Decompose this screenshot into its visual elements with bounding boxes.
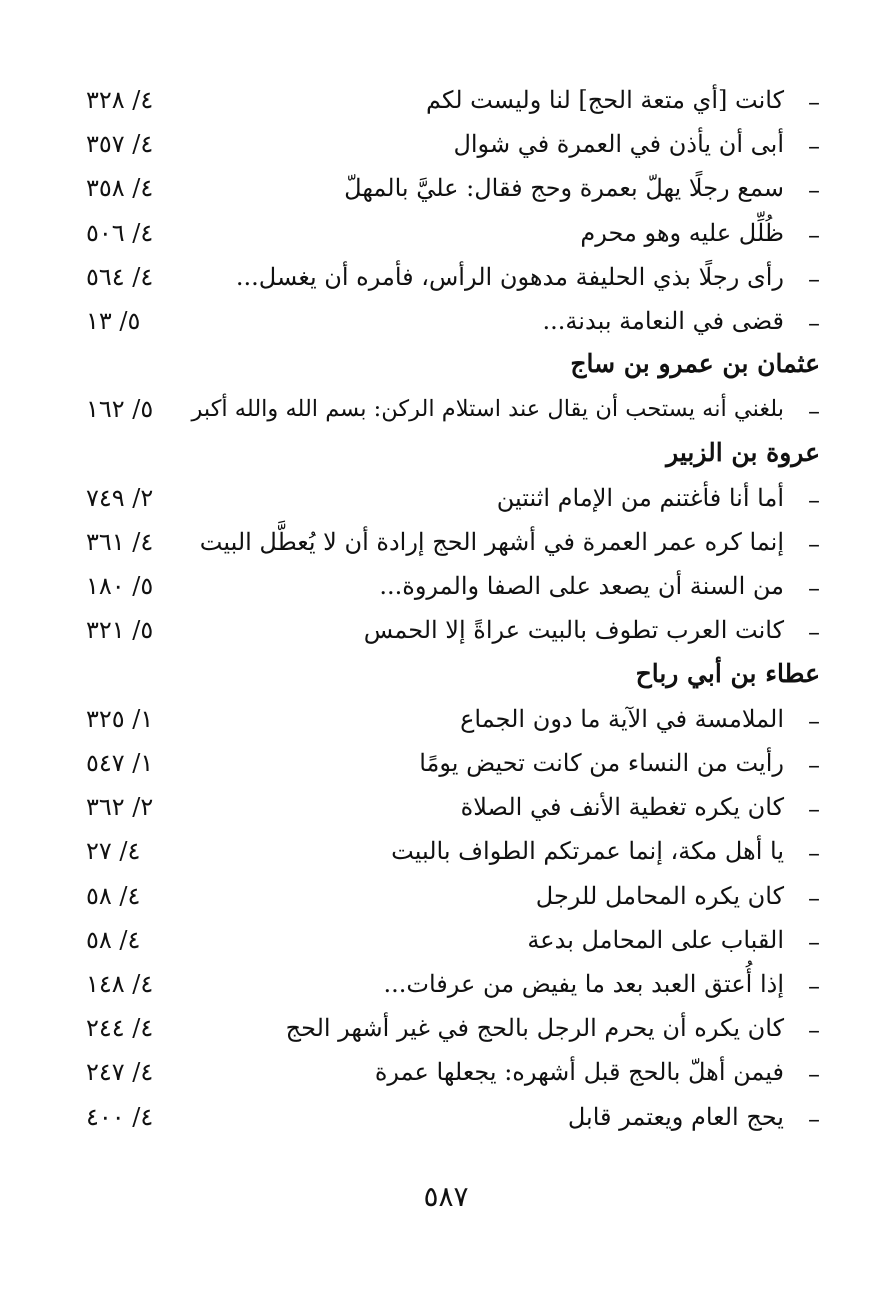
entry-text: فيمن أهلّ بالحج قبل أشهره: يجعلها عمرة <box>374 1058 784 1087</box>
entry-dash: – <box>808 1060 820 1089</box>
entry-reference: ٤/ ٤٠٠ <box>86 1102 154 1131</box>
entry-dash: – <box>808 927 820 956</box>
entry-reference: ١/ ٥٤٧ <box>86 749 154 777</box>
entry-reference: ٥/ ٣٢١ <box>86 616 154 645</box>
entry-text: سمع رجلًا يهلّ بعمرة وحج فقال: عليَّ بالمهلّ <box>344 174 784 203</box>
entry-dash: – <box>808 309 820 337</box>
index-entry <box>60 522 820 566</box>
entry-reference: ٤/ ٥٨ <box>86 925 141 954</box>
index-entry <box>60 920 820 964</box>
entry-reference: ٤/ ١٤٨ <box>86 970 154 998</box>
index-entry <box>60 964 820 1008</box>
index-entry <box>60 787 820 831</box>
index-entry <box>60 1097 820 1141</box>
entry-reference: ٤/ ٢٧ <box>86 837 141 866</box>
index-entry <box>60 610 820 654</box>
entry-reference: ٤/ ٥٨ <box>86 881 141 910</box>
entry-dash: – <box>808 264 820 293</box>
entry-reference: ٤/ ٣٢٨ <box>86 86 154 114</box>
index-entry <box>60 743 820 787</box>
entry-dash: – <box>808 88 820 116</box>
entry-dash: – <box>808 839 820 868</box>
heading-text: عثمان بن عمرو بن ساج <box>570 349 820 379</box>
entry-dash: – <box>808 132 820 161</box>
entry-reference: ٤/ ٥٦٤ <box>86 262 154 291</box>
entry-text: القباب على المحامل بدعة <box>527 925 784 954</box>
entry-text: ظُلِّل عليه وهو محرم <box>580 218 784 247</box>
entry-dash: – <box>808 751 820 779</box>
entry-reference: ٤/ ٣٥٨ <box>86 174 154 203</box>
entry-text: كان يكره المحامل للرجل <box>535 881 784 910</box>
entry-dash: – <box>808 397 820 426</box>
entry-text: كانت [أي متعة الحج] لنا وليست لكم <box>426 86 784 114</box>
entry-reference: ٤/ ٢٤٧ <box>86 1058 154 1087</box>
index-entry <box>60 124 820 168</box>
entry-dash: – <box>808 1104 820 1133</box>
entry-dash: – <box>808 574 820 603</box>
index-entry <box>60 699 820 743</box>
index-entry <box>60 566 820 610</box>
section-heading <box>60 655 820 699</box>
entry-dash: – <box>808 220 820 249</box>
index-entry <box>60 301 820 345</box>
entry-reference: ٤/ ٣٦١ <box>86 528 154 556</box>
entry-dash: – <box>808 618 820 647</box>
section-heading <box>60 434 820 478</box>
entry-dash: – <box>808 706 820 735</box>
entry-text: قضى في النعامة ببدنة... <box>542 307 784 335</box>
heading-text: عروة بن الزبير <box>666 437 820 467</box>
entry-text: من السنة أن يصعد على الصفا والمروة... <box>379 572 784 601</box>
entry-reference: ٤/ ٣٥٧ <box>86 130 154 159</box>
entry-text: إنما كره عمر العمرة في أشهر الحج إرادة أن لا يُعطَّل البيت <box>199 528 784 556</box>
section-heading <box>60 345 820 389</box>
entry-text: رأيت من النساء من كانت تحيض يومًا <box>419 749 784 777</box>
index-entry <box>60 1008 820 1052</box>
entry-text: بلغني أنه يستحب أن يقال عند استلام الركن: بسم الله والله أكبر <box>191 396 784 423</box>
entry-reference: ٢/ ٣٦٢ <box>86 793 154 822</box>
entry-text: أما أنا فأغتنم من الإمام اثنتين <box>496 483 784 512</box>
heading-text: عطاء بن أبي رباح <box>635 658 820 688</box>
entry-dash: – <box>808 530 820 558</box>
entry-reference: ٤/ ٥٠٦ <box>86 218 154 247</box>
entry-text: كان يكره تغطية الأنف في الصلاة <box>460 793 784 822</box>
index-entry <box>60 1052 820 1096</box>
entry-dash: – <box>808 883 820 912</box>
index-entry <box>60 389 820 433</box>
entry-reference: ١/ ٣٢٥ <box>86 704 154 733</box>
entry-text: يحج العام ويعتمر قابل <box>567 1102 784 1131</box>
entry-dash: – <box>808 1016 820 1045</box>
entry-reference: ٥/ ١٨٠ <box>86 572 154 601</box>
entry-reference: ٥/ ١٦٢ <box>86 395 154 424</box>
index-entry <box>60 478 820 522</box>
index-entry <box>60 168 820 212</box>
index-entry <box>60 80 820 124</box>
index-entry <box>60 213 820 257</box>
entry-text: كان يكره أن يحرم الرجل بالحج في غير أشهر الحج <box>285 1014 784 1043</box>
index-entry <box>60 831 820 875</box>
entry-text: إذا أُعتق العبد بعد ما يفيض من عرفات... <box>383 970 784 998</box>
entry-reference: ٢/ ٧٤٩ <box>86 483 154 512</box>
entry-text: أبى أن يأذن في العمرة في شوال <box>453 130 784 159</box>
entry-reference: ٤/ ٢٤٤ <box>86 1014 154 1043</box>
page-number: ٥٨٧ <box>423 1180 469 1213</box>
index-entry <box>60 257 820 301</box>
entry-text: الملامسة في الآية ما دون الجماع <box>460 704 784 733</box>
entry-reference: ٥/ ١٣ <box>86 307 141 335</box>
entry-dash: – <box>808 795 820 824</box>
entry-text: يا أهل مكة، إنما عمرتكم الطواف بالبيت <box>391 837 784 866</box>
entry-dash: – <box>808 485 820 514</box>
index-entry <box>60 876 820 920</box>
entry-text: كانت العرب تطوف بالبيت عراةً إلا الحمس <box>363 616 784 645</box>
entry-text: رأى رجلًا بذي الحليفة مدهون الرأس، فأمره أن يغسل... <box>235 262 784 291</box>
entry-dash: – <box>808 972 820 1000</box>
entry-dash: – <box>808 176 820 205</box>
